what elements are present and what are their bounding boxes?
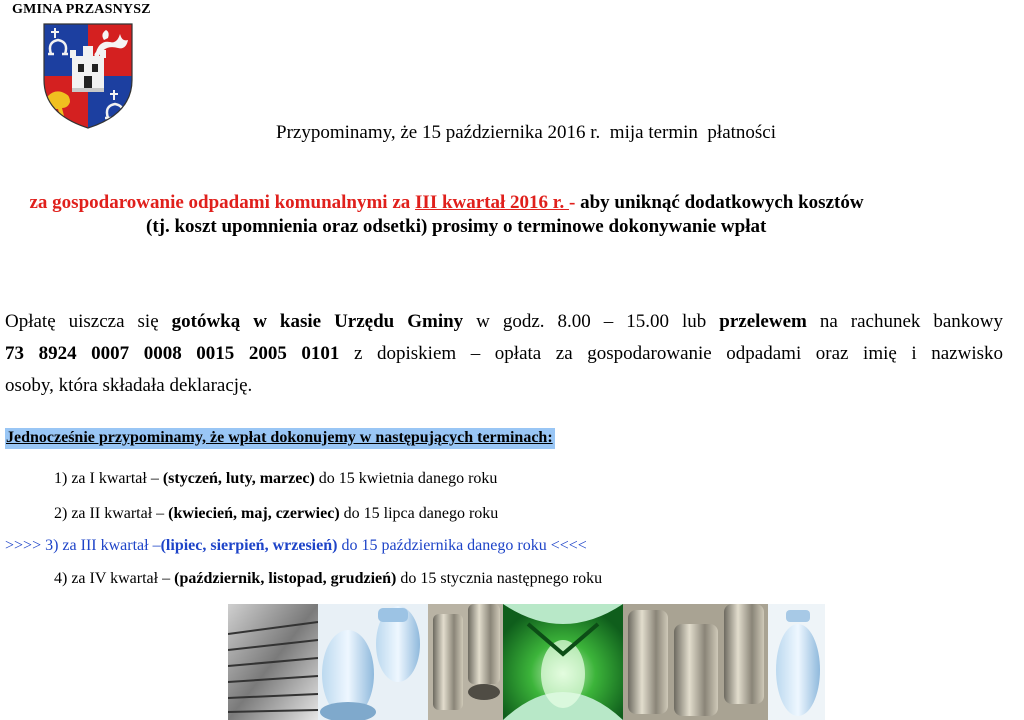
payment-line-2: [5, 338, 1003, 370]
coat-of-arms-icon: [42, 22, 134, 130]
term-item: [54, 505, 498, 523]
reminder-heading: Jednocześnie przypominamy, że wpłat dokonujemy w następujących terminach:: [5, 428, 555, 449]
term-deadline: do 15 października danego roku <<<<: [337, 537, 587, 554]
cash-desk-text: gotówką w kasie Urzędu Gminy: [171, 311, 464, 332]
term-months: (kwiecień, maj, czerwiec): [168, 505, 340, 522]
term-item-current: [5, 537, 587, 555]
payment-text: w godz. 8.00 – 15.00 lub: [463, 311, 720, 332]
transfer-text: przelewem: [719, 311, 807, 332]
organization-name: GMINA PRZASNYSZ: [12, 2, 151, 17]
quarter-highlight: III kwartał 2016 r.: [415, 192, 569, 213]
payment-text: Opłatę uiszcza się: [5, 311, 172, 332]
term-prefix: 2) za II kwartał –: [54, 505, 169, 522]
notice-line-3: (tj. koszt upomnienia oraz odsetki) prosimy o terminowe dokonywanie wpłat: [146, 216, 767, 237]
payment-paragraph: [5, 306, 1003, 402]
term-item: [54, 470, 497, 488]
payment-line-3: osoby, która składała deklarację.: [5, 375, 253, 396]
term-prefix: 1) za I kwartał –: [54, 470, 163, 487]
notice-line-2-text: za gospodarowanie odpadami komunalnymi za: [29, 192, 416, 213]
term-months: (styczeń, luty, marzec): [162, 470, 315, 487]
notice-line-2-tail: aby uniknąć dodatkowych kosztów: [575, 192, 864, 213]
notice-line-1: Przypominamy, że 15 października 2016 r. mija termin płatności: [276, 122, 777, 143]
notice-dash: -: [568, 192, 576, 213]
bank-account-number: 73 8924 0007 0008 0015 2005 0101: [5, 343, 340, 364]
term-months: (lipiec, sierpień, wrzesień): [160, 537, 338, 554]
term-prefix: >>>> 3) za III kwartał –: [5, 537, 161, 554]
recycling-banner-image: [228, 604, 825, 720]
payment-text: z dopiskiem – opłata za gospodarowanie odpadami oraz imię i nazwisko: [339, 343, 1004, 364]
term-item: [54, 570, 602, 588]
term-deadline: do 15 stycznia następnego roku: [396, 570, 603, 587]
notice-line-2: [20, 170, 864, 214]
term-months: (październik, listopad, grudzień): [174, 570, 397, 587]
term-prefix: 4) za IV kwartał –: [54, 570, 175, 587]
term-deadline: do 15 kwietnia danego roku: [314, 470, 498, 487]
term-deadline: do 15 lipca danego roku: [339, 505, 499, 522]
payment-line-1: [5, 306, 1003, 338]
payment-text: na rachunek bankowy: [806, 311, 1004, 332]
